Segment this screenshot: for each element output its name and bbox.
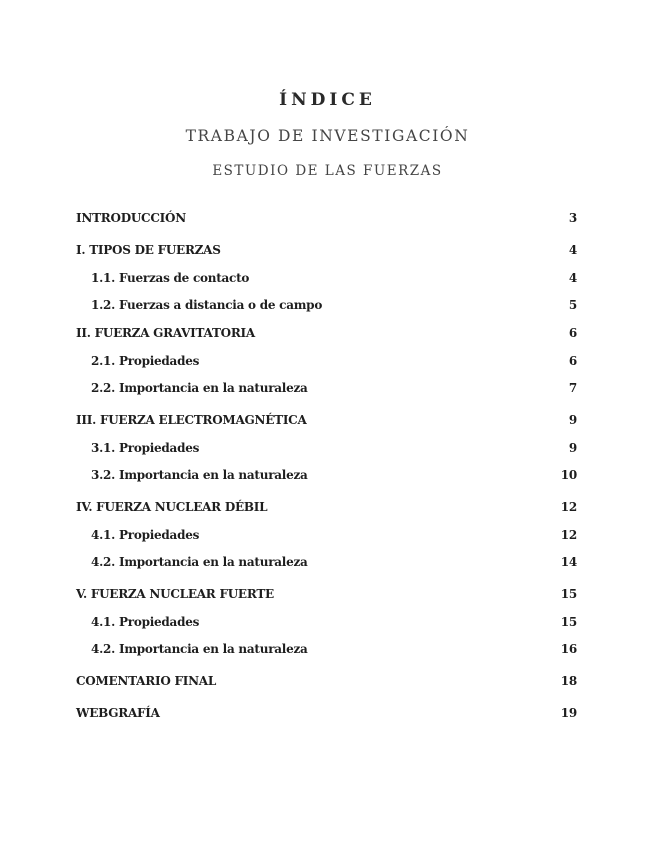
toc-entry-fuerzas-de-contacto[interactable]: [76, 270, 577, 297]
toc-entry-fuerza-electromagnetica[interactable]: [76, 412, 577, 440]
toc-entry-label: V. FUERZA NUCLEAR FUERTE: [76, 587, 274, 601]
toc-entry-label: COMENTARIO FINAL: [76, 674, 217, 688]
toc-entry-gravitatoria-importancia[interactable]: [76, 380, 577, 412]
toc-entry-debil-propiedades[interactable]: [76, 527, 577, 554]
toc-entry-page: 16: [560, 642, 577, 656]
toc-entry-label: III. FUERZA ELECTROMAGNÉTICA: [76, 413, 307, 427]
toc-entry-webgrafia[interactable]: [76, 705, 577, 725]
toc-entry-label: 1.2. Fuerzas a distancia o de campo: [91, 298, 323, 312]
toc-entry-comentario-final[interactable]: [76, 673, 577, 705]
toc-entry-fuerza-nuclear-fuerte[interactable]: [76, 586, 577, 614]
toc-entry-label: INTRODUCCIÓN: [76, 211, 186, 225]
toc-entry-label: WEBGRAFÍA: [76, 706, 160, 720]
toc-entry-label: 2.1. Propiedades: [91, 354, 200, 368]
toc-entry-page: 4: [568, 271, 577, 285]
toc-entry-fuerte-propiedades[interactable]: [76, 614, 577, 641]
toc-entry-label: IV. FUERZA NUCLEAR DÉBIL: [76, 500, 268, 514]
toc-entry-page: 7: [568, 381, 577, 395]
toc-entry-fuerte-importancia[interactable]: [76, 641, 577, 673]
toc-entry-tipos-de-fuerzas[interactable]: [76, 242, 577, 270]
toc-entry-page: 6: [568, 354, 577, 368]
toc-entry-label: 4.1. Propiedades: [91, 528, 200, 542]
index-title: ÍNDICE: [279, 90, 376, 110]
toc-entry-fuerzas-a-distancia[interactable]: [76, 297, 577, 325]
toc-entry-page: 12: [560, 500, 577, 514]
toc-entry-page: 9: [568, 441, 577, 455]
toc-entry-label: 4.2. Importancia en la naturaleza: [91, 555, 308, 569]
toc-entry-page: 3: [568, 211, 577, 225]
toc-entry-gravitatoria-propiedades[interactable]: [76, 353, 577, 380]
toc-entry-label: II. FUERZA GRAVITATORIA: [76, 326, 255, 340]
toc-entry-page: 9: [568, 413, 577, 427]
toc-entry-page: 4: [568, 243, 577, 257]
toc-entry-page: 12: [560, 528, 577, 542]
toc-entry-label: 2.2. Importancia en la naturaleza: [91, 381, 308, 395]
toc-entry-page: 10: [560, 468, 577, 482]
toc-entry-fuerza-gravitatoria[interactable]: [76, 325, 577, 353]
toc-entry-debil-importancia[interactable]: [76, 554, 577, 586]
toc-entry-label: I. TIPOS DE FUERZAS: [76, 243, 221, 257]
study-subtitle: ESTUDIO DE LAS FUERZAS: [212, 163, 443, 179]
toc-entry-page: 15: [560, 587, 577, 601]
toc-entry-label: 3.2. Importancia en la naturaleza: [91, 468, 308, 482]
toc-entry-page: 5: [568, 298, 577, 312]
toc-entry-introduccion[interactable]: [76, 210, 577, 242]
toc-entry-page: 19: [560, 706, 577, 720]
toc-entry-electromagnetica-importancia[interactable]: [76, 467, 577, 499]
work-subtitle: TRABAJO DE INVESTIGACIÓN: [185, 127, 470, 145]
toc-entry-fuerza-nuclear-debil[interactable]: [76, 499, 577, 527]
toc-entry-label: 1.1. Fuerzas de contacto: [91, 271, 250, 285]
toc-entry-page: 6: [568, 326, 577, 340]
toc-entry-label: 3.1. Propiedades: [91, 441, 200, 455]
toc-entry-page: 18: [560, 674, 577, 688]
toc-entry-page: 15: [560, 615, 577, 629]
toc-entry-label: 4.1. Propiedades: [91, 615, 200, 629]
table-of-contents: [76, 210, 577, 725]
toc-entry-page: 14: [560, 555, 577, 569]
toc-entry-electromagnetica-propiedades[interactable]: [76, 440, 577, 467]
toc-entry-label: 4.2. Importancia en la naturaleza: [91, 642, 308, 656]
